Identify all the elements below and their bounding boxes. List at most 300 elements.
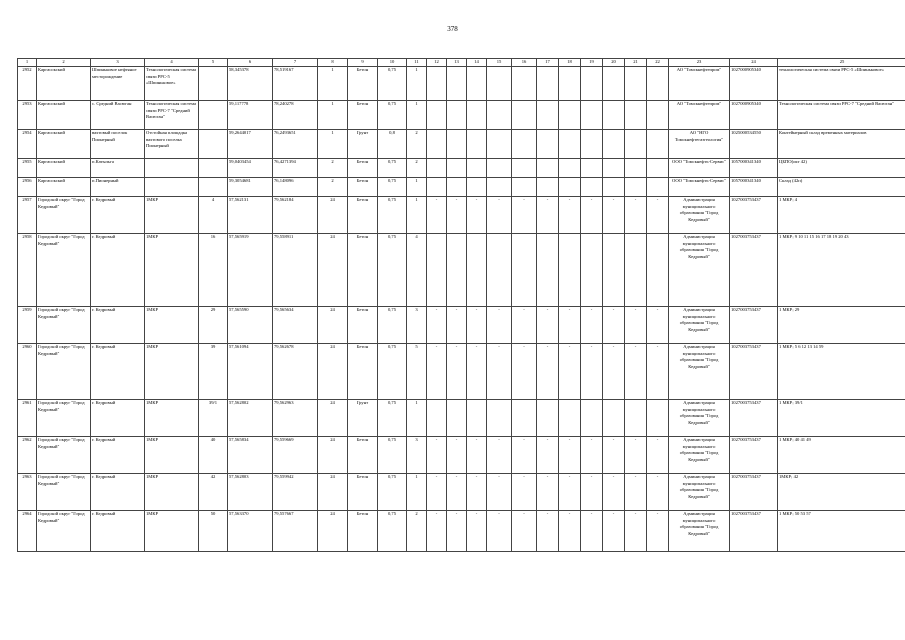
table-cell	[625, 177, 647, 196]
table-cell: 1МКР	[145, 510, 199, 551]
table-cell	[427, 233, 447, 306]
column-number: 6	[228, 59, 273, 67]
table-cell: -	[603, 436, 625, 473]
table-cell: -	[647, 196, 669, 233]
table-cell: Бетон	[348, 158, 378, 177]
table-cell: -	[647, 343, 669, 399]
table-cell: 0,75	[378, 473, 407, 510]
table-cell: -	[467, 510, 487, 551]
column-number: 21	[625, 59, 647, 67]
table-cell: -	[581, 306, 603, 343]
table-cell: -	[559, 473, 581, 510]
table-cell	[537, 66, 559, 100]
table-cell: -	[512, 196, 537, 233]
table-cell: -	[467, 343, 487, 399]
table-cell: г. Кедровый	[91, 473, 145, 510]
table-cell: 5	[407, 343, 427, 399]
table-cell	[447, 177, 467, 196]
table-cell: Городской округ "Город Кедровый"	[37, 473, 91, 510]
table-cell: 1 МКР; 50 53 57	[778, 510, 905, 551]
table-cell: Администрация муниципального образования "Город Кедровый"	[669, 510, 730, 551]
table-cell: 79,559942	[273, 473, 318, 510]
table-cell: 1	[318, 100, 348, 129]
table-cell: 2956	[18, 177, 37, 196]
table-cell: -	[512, 473, 537, 510]
table-cell	[467, 399, 487, 436]
table-cell: Каргасокский	[37, 66, 91, 100]
table-cell: -	[467, 196, 487, 233]
table-cell: 2	[318, 158, 348, 177]
table-cell: Склад (42п)	[778, 177, 905, 196]
column-number: 12	[427, 59, 447, 67]
table-cell	[647, 100, 669, 129]
table-cell: 24	[318, 343, 348, 399]
table-cell	[512, 129, 537, 158]
column-number: 10	[378, 59, 407, 67]
table-cell: Бетон	[348, 177, 378, 196]
column-number: 3	[91, 59, 145, 67]
table-cell: -	[603, 343, 625, 399]
table-cell: 1 МКР; 39/1	[778, 399, 905, 436]
table-cell: Контейнерный склад временных материалов	[778, 129, 905, 158]
table-cell: 2957	[18, 196, 37, 233]
table-cell: 2961	[18, 399, 37, 436]
table-cell	[559, 177, 581, 196]
table-cell: вахтовый поселок Пионерный	[91, 129, 145, 158]
table-cell	[603, 129, 625, 158]
column-number: 15	[487, 59, 512, 67]
table-cell: 24	[318, 233, 348, 306]
table-cell: 1 МКР; 40 41 49	[778, 436, 905, 473]
table-cell: Городской округ "Город Кедровый"	[37, 343, 91, 399]
table-row	[18, 177, 905, 196]
table-cell: -	[603, 196, 625, 233]
table-cell: -	[647, 306, 669, 343]
table-cell: 57,563370	[228, 510, 273, 551]
table-cell: -	[537, 510, 559, 551]
table-cell: -	[603, 473, 625, 510]
table-cell: 3	[407, 306, 427, 343]
table-cell	[145, 177, 199, 196]
column-number: 19	[581, 59, 603, 67]
table-cell: 79,565634	[273, 306, 318, 343]
table-cell: 58,345378	[228, 66, 273, 100]
table-cell	[625, 233, 647, 306]
table-cell: -	[487, 196, 512, 233]
table-cell: 2958	[18, 233, 37, 306]
table-cell: г. Кедровый	[91, 233, 145, 306]
table-cell: г. Кедровый	[91, 510, 145, 551]
table-row	[18, 436, 905, 473]
table-cell: 1	[407, 177, 427, 196]
table-cell: ЦБПО(окт 42)	[778, 158, 905, 177]
table-cell: -	[647, 436, 669, 473]
table-cell: Каргасокский	[37, 158, 91, 177]
table-cell: Администрация муниципального образования "Город Кедровый"	[669, 233, 730, 306]
table-cell: 1 МКР; 29	[778, 306, 905, 343]
column-number: 7	[273, 59, 318, 67]
table-cell: 1МКР	[145, 306, 199, 343]
column-number: 16	[512, 59, 537, 67]
table-row	[18, 473, 905, 510]
table-cell	[145, 158, 199, 177]
table-cell: Городской округ "Город Кедровый"	[37, 233, 91, 306]
table-cell: Городской округ "Город Кедровый"	[37, 306, 91, 343]
table-cell: 24	[318, 306, 348, 343]
table-row	[18, 233, 905, 306]
table-cell: -	[447, 473, 467, 510]
table-cell	[647, 158, 669, 177]
table-cell: -	[603, 306, 625, 343]
table-cell	[447, 233, 467, 306]
table-cell	[537, 233, 559, 306]
table-cell: 24	[318, 510, 348, 551]
table-cell: 1МКР	[145, 473, 199, 510]
table-cell: 0,75	[378, 66, 407, 100]
table-cell: 1027000905340	[730, 100, 778, 129]
table-cell: 1	[318, 66, 348, 100]
table-cell: Администрация муниципального образования "Город Кедровый"	[669, 306, 730, 343]
table-cell: п.Пионерный	[91, 177, 145, 196]
table-cell: 40	[199, 436, 228, 473]
table-row	[18, 158, 905, 177]
table-cell: -	[625, 343, 647, 399]
table-cell: -	[603, 510, 625, 551]
table-row	[18, 100, 905, 129]
table-cell: 1МКР	[145, 399, 199, 436]
table-cell: 1027000905340	[730, 66, 778, 100]
table-cell	[559, 129, 581, 158]
table-cell	[603, 233, 625, 306]
table-cell	[559, 66, 581, 100]
table-cell: 16	[199, 233, 228, 306]
registry-table	[17, 58, 905, 552]
table-cell: 57,561094	[228, 343, 273, 399]
table-cell	[537, 177, 559, 196]
column-number: 4	[145, 59, 199, 67]
table-cell: -	[427, 473, 447, 510]
table-cell: 1МКР	[145, 196, 199, 233]
table-cell: 1МКР; 42	[778, 473, 905, 510]
table-cell: -	[467, 436, 487, 473]
table-cell: -	[625, 196, 647, 233]
table-cell: Шпиньковое нефтяное месторождение	[91, 66, 145, 100]
table-cell: -	[625, 306, 647, 343]
table-cell	[487, 66, 512, 100]
table-cell: п.Катыльга	[91, 158, 145, 177]
table-cell: -	[581, 473, 603, 510]
table-cell: -	[447, 306, 467, 343]
table-cell	[467, 158, 487, 177]
table-cell: 76,2493651	[273, 129, 318, 158]
table-cell: ООО "Томскнефть-Сервис"	[669, 158, 730, 177]
table-cell: 79,557667	[273, 510, 318, 551]
table-cell: 1	[407, 399, 427, 436]
table-cell	[603, 100, 625, 129]
table-cell: Администрация муниципального образования "Город Кедровый"	[669, 473, 730, 510]
table-cell: Грунт	[348, 399, 378, 436]
table-cell: 78,519167	[273, 66, 318, 100]
table-cell	[427, 100, 447, 129]
table-cell: 2959	[18, 306, 37, 343]
column-number: 1	[18, 59, 37, 67]
table-cell: 2964	[18, 510, 37, 551]
table-cell	[537, 399, 559, 436]
table-cell: -	[427, 436, 447, 473]
table-cell: г. Кедровый	[91, 399, 145, 436]
table-cell	[447, 66, 467, 100]
table-cell: 2955	[18, 158, 37, 177]
table-cell: -	[559, 510, 581, 551]
table-cell: Администрация муниципального образования "Город Кедровый"	[669, 399, 730, 436]
table-cell: -	[512, 510, 537, 551]
table-cell: -	[467, 473, 487, 510]
table-cell: г. Кедровый	[91, 436, 145, 473]
table-cell: -	[559, 306, 581, 343]
table-cell: -	[487, 510, 512, 551]
table-cell: 57,562131	[228, 196, 273, 233]
table-cell: -	[447, 510, 467, 551]
table-cell: с. Средний Васюган	[91, 100, 145, 129]
table-cell	[581, 233, 603, 306]
table-cell: -	[427, 306, 447, 343]
table-cell: 0,75	[378, 343, 407, 399]
table-cell	[512, 177, 537, 196]
table-cell	[559, 399, 581, 436]
table-cell: -	[427, 343, 447, 399]
table-cell: Отстойная площадка вахтового поселка Пионерный	[145, 129, 199, 158]
table-cell: 0,75	[378, 100, 407, 129]
table-cell	[427, 66, 447, 100]
table-cell: 0,75	[378, 196, 407, 233]
table-cell	[647, 66, 669, 100]
table-cell: 1 МКР; 9 10 11 15 16 17 18 19 20 43	[778, 233, 905, 306]
table-cell: -	[581, 196, 603, 233]
table-cell: 79,559669	[273, 436, 318, 473]
table-cell: 1 МКР; 5 6 12 13 14 59	[778, 343, 905, 399]
table-cell: -	[581, 510, 603, 551]
table-cell: Грунт	[348, 129, 378, 158]
table-cell: Технологическая система связи РРС-7 "Средний Васюган"	[778, 100, 905, 129]
table-cell: -	[512, 306, 537, 343]
table-cell: 59,0403454	[228, 158, 273, 177]
table-cell	[487, 100, 512, 129]
table-cell: 1027003753437	[730, 473, 778, 510]
table-cell: Бетон	[348, 196, 378, 233]
table-cell: Каргасокский	[37, 100, 91, 129]
table-cell: -	[559, 343, 581, 399]
table-cell: г. Кедровый	[91, 196, 145, 233]
table-cell	[537, 100, 559, 129]
table-cell: Городской округ "Город Кедровый"	[37, 399, 91, 436]
column-number: 22	[647, 59, 669, 67]
table-cell: -	[537, 473, 559, 510]
table-cell: 2	[407, 158, 427, 177]
table-cell	[487, 158, 512, 177]
table-header-row	[18, 59, 905, 67]
table-cell: 1057000341340	[730, 158, 778, 177]
table-cell: Городской округ "Город Кедровый"	[37, 436, 91, 473]
table-cell: -	[537, 196, 559, 233]
table-cell	[581, 399, 603, 436]
table-cell: 76,4271394	[273, 158, 318, 177]
table-cell	[603, 66, 625, 100]
column-number: 9	[348, 59, 378, 67]
table-cell	[199, 66, 228, 100]
table-cell: -	[537, 343, 559, 399]
table-cell: 3	[407, 436, 427, 473]
table-cell	[603, 399, 625, 436]
table-cell: 79,562184	[273, 196, 318, 233]
table-cell: Администрация муниципального образования "Город Кедровый"	[669, 196, 730, 233]
table-cell: 57,565919	[228, 233, 273, 306]
table-cell	[487, 129, 512, 158]
column-number: 8	[318, 59, 348, 67]
table-cell	[625, 399, 647, 436]
table-cell: -	[487, 306, 512, 343]
table-cell	[487, 233, 512, 306]
table-cell: -	[512, 436, 537, 473]
column-number: 18	[559, 59, 581, 67]
table-cell: 0,75	[378, 436, 407, 473]
table-cell	[487, 399, 512, 436]
table-cell: 1027003753437	[730, 436, 778, 473]
table-cell	[512, 66, 537, 100]
table-cell	[537, 158, 559, 177]
table-cell: Бетон	[348, 436, 378, 473]
table-cell: 2	[318, 177, 348, 196]
table-cell	[447, 399, 467, 436]
table-cell	[512, 100, 537, 129]
table-cell: 0,75	[378, 233, 407, 306]
table-cell: 0,75	[378, 399, 407, 436]
table-cell: 78,240278	[273, 100, 318, 129]
table-cell: 1027003753437	[730, 510, 778, 551]
table-cell: -	[647, 510, 669, 551]
column-number: 23	[669, 59, 730, 67]
table-cell: Городской округ "Город Кедровый"	[37, 196, 91, 233]
table-cell	[467, 66, 487, 100]
table-cell: 1МКР	[145, 436, 199, 473]
table-cell: 42	[199, 473, 228, 510]
table-cell	[447, 100, 467, 129]
table-cell: Администрация муниципального образования "Город Кедровый"	[669, 343, 730, 399]
table-cell: Бетон	[348, 100, 378, 129]
column-number: 17	[537, 59, 559, 67]
table-cell: 59,3054681	[228, 177, 273, 196]
table-cell: 24	[318, 436, 348, 473]
table-cell	[427, 129, 447, 158]
table-cell: -	[512, 343, 537, 399]
table-cell	[603, 158, 625, 177]
column-number: 24	[730, 59, 778, 67]
table-cell: 2963	[18, 473, 37, 510]
table-cell	[559, 100, 581, 129]
table-cell: -	[537, 306, 559, 343]
table-cell: -	[427, 196, 447, 233]
column-number: 11	[407, 59, 427, 67]
table-row	[18, 343, 905, 399]
table-cell: 59,2644017	[228, 129, 273, 158]
table-cell	[647, 177, 669, 196]
table-cell: 39/1	[199, 399, 228, 436]
table-cell	[512, 399, 537, 436]
table-cell: Администрация муниципального образования "Город Кедровый"	[669, 436, 730, 473]
table-cell: 1057000341340	[730, 177, 778, 196]
table-row	[18, 129, 905, 158]
table-cell	[581, 158, 603, 177]
table-cell	[427, 158, 447, 177]
table-cell: 79,562963	[273, 399, 318, 436]
table-cell: -	[487, 473, 512, 510]
table-cell	[199, 129, 228, 158]
table-cell: -	[559, 196, 581, 233]
table-row	[18, 510, 905, 551]
table-row	[18, 196, 905, 233]
table-cell: 57,562802	[228, 399, 273, 436]
table-cell	[447, 129, 467, 158]
table-cell	[427, 177, 447, 196]
table-cell: АО "Томскнефтепром"	[669, 100, 730, 129]
table-cell	[647, 129, 669, 158]
table-cell: Бетон	[348, 66, 378, 100]
table-cell: -	[427, 510, 447, 551]
table-cell: 50	[199, 510, 228, 551]
table-cell	[447, 158, 467, 177]
table-cell: -	[625, 473, 647, 510]
table-cell: 1	[407, 473, 427, 510]
table-cell	[559, 158, 581, 177]
table-cell: 1027003753437	[730, 399, 778, 436]
table-cell: 1	[407, 66, 427, 100]
table-cell: -	[447, 343, 467, 399]
table-cell	[647, 399, 669, 436]
table-cell: 24	[318, 196, 348, 233]
column-number: 2	[37, 59, 91, 67]
table-cell: Бетон	[348, 473, 378, 510]
table-row	[18, 66, 905, 100]
table-cell: 59,117778	[228, 100, 273, 129]
table-cell	[467, 233, 487, 306]
table-cell	[427, 399, 447, 436]
table-cell: 57,562803	[228, 473, 273, 510]
page-number: 378	[447, 25, 458, 33]
table-cell	[647, 233, 669, 306]
table-cell: 2960	[18, 343, 37, 399]
table-cell: 57,565590	[228, 306, 273, 343]
table-row	[18, 306, 905, 343]
table-cell: 0,75	[378, 177, 407, 196]
table-cell: Бетон	[348, 510, 378, 551]
table-cell: Бетон	[348, 233, 378, 306]
table-cell: -	[581, 436, 603, 473]
table-cell: 1027003753437	[730, 306, 778, 343]
table-cell: 2	[407, 510, 427, 551]
table-cell	[581, 100, 603, 129]
table-cell: -	[487, 343, 512, 399]
table-cell	[199, 100, 228, 129]
table-cell: 76,148096	[273, 177, 318, 196]
table-cell: 1	[407, 196, 427, 233]
table-cell: 1	[407, 100, 427, 129]
table-cell: 24	[318, 473, 348, 510]
table-cell: 0,75	[378, 158, 407, 177]
table-cell: АО "НГО Томскнефтегазгеология"	[669, 129, 730, 158]
table-cell: 57,565834	[228, 436, 273, 473]
table-cell	[559, 233, 581, 306]
table-cell: -	[467, 306, 487, 343]
table-cell	[467, 177, 487, 196]
